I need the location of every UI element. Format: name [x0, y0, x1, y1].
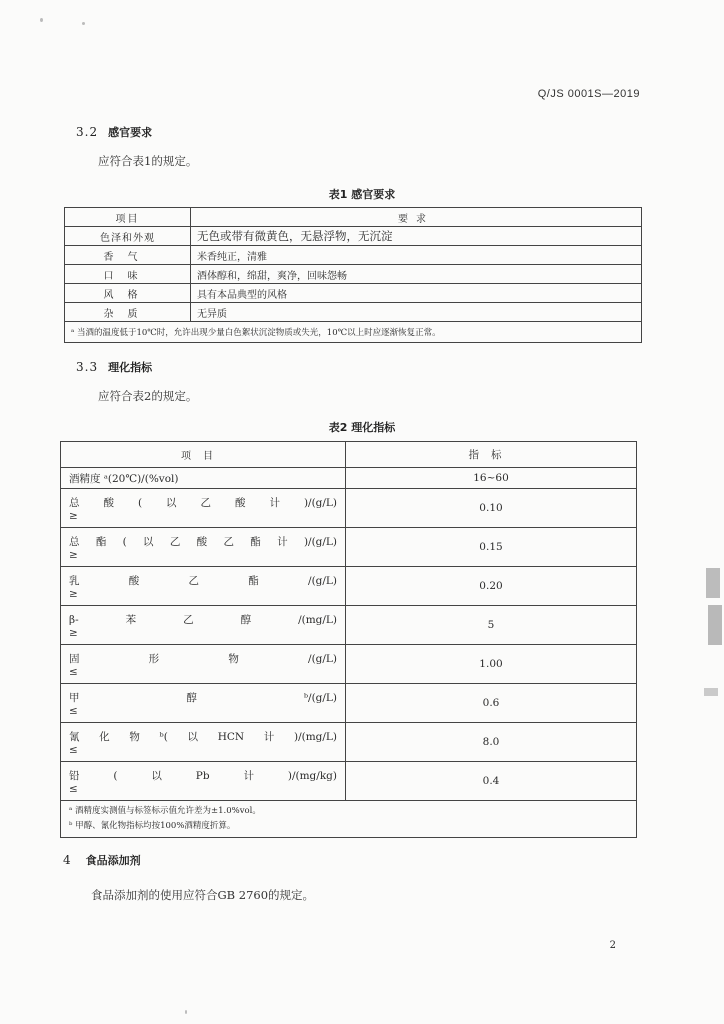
table-row [61, 489, 637, 528]
table-footnote: ᵇ 甲醇、氰化物指标均按100%酒精度折算。 [69, 821, 236, 831]
table-cell: 无色或带有微黄色，无悬浮物，无沉淀 [191, 227, 642, 246]
comparison-symbol: ≤ [69, 704, 78, 717]
table-cell [61, 684, 346, 723]
table-row [61, 528, 637, 567]
page-number: 2 [609, 940, 616, 951]
document-code: Q/JS 0001S—2019 [537, 88, 640, 100]
indicator-name: 铅(以Pb计)/(mg/kg) [69, 769, 337, 782]
table-row [61, 723, 637, 762]
table-cell: 具有本品典型的风格 [191, 284, 642, 303]
table-cell [61, 567, 346, 606]
table-cell [61, 489, 346, 528]
table2-caption: 表2 理化指标 [328, 421, 396, 434]
table-cell: 米香纯正，清雅 [191, 246, 642, 265]
indicator-name: 总酯(以乙酸乙酯计)/(g/L) [69, 535, 337, 548]
table-row [61, 567, 637, 606]
table-cell [61, 762, 346, 801]
table1-caption: 表1 感官要求 [328, 188, 396, 201]
section-title: 食品添加剂 [85, 854, 141, 867]
table-header-cell: 指标 [346, 442, 637, 468]
table-header-row [61, 442, 637, 468]
section-4-heading [63, 852, 141, 868]
table-cell: 0.10 [346, 489, 637, 528]
comparison-symbol: ≤ [69, 782, 78, 795]
table-cell: 口味 [65, 265, 191, 284]
comparison-symbol: ≥ [69, 548, 78, 561]
table-footnote: ᵃ 酒精度实测值与标签标示值允许差为±1.0%vol。 [69, 806, 261, 816]
table-cell: 5 [346, 606, 637, 645]
table-header-cell: 要求 [191, 208, 642, 227]
section-number: 3.2 [76, 125, 99, 139]
table-cell: 酒体醇和，绵甜，爽净，回味怨畅 [191, 265, 642, 284]
scan-speck [82, 22, 85, 25]
table-header-row [65, 208, 642, 227]
table-row [65, 284, 642, 303]
table-cell: 香气 [65, 246, 191, 265]
section-number: 3.3 [76, 360, 99, 374]
table-cell: 0.4 [346, 762, 637, 801]
table-cell: 1.00 [346, 645, 637, 684]
section-number: 4 [63, 853, 72, 867]
section-3-3-text: 应符合表2的规定。 [98, 389, 198, 403]
indicator-name: 总酸(以乙酸计)/(g/L) [69, 496, 337, 509]
section-3-2-text: 应符合表1的规定。 [98, 154, 198, 168]
comparison-symbol: ≤ [69, 665, 78, 678]
table-footnotes [61, 801, 637, 838]
table-header-cell: 项目 [61, 442, 346, 468]
table-cell: 色泽和外观 [65, 227, 191, 246]
table-footnote: ᵃ 当酒的温度低于10℃时，允许出现少量白色絮状沉淀物质或失光，10℃以上时应逐渐恢复正常。 [65, 322, 642, 343]
comparison-symbol: ≤ [69, 743, 78, 756]
table-row [65, 227, 642, 246]
section-title: 感官要求 [108, 126, 153, 139]
table-row [65, 303, 642, 322]
table-cell: 0.15 [346, 528, 637, 567]
table-note-row [61, 801, 637, 838]
comparison-symbol: ≥ [69, 626, 78, 639]
table-cell [61, 528, 346, 567]
table-cell [61, 645, 346, 684]
table-row [61, 606, 637, 645]
table-row [61, 645, 637, 684]
table-cell: 杂质 [65, 303, 191, 322]
table-cell: 无异质 [191, 303, 642, 322]
scan-speck [185, 1010, 187, 1014]
comparison-symbol: ≥ [69, 587, 78, 600]
indicator-name: 甲醇ᵇ/(g/L) [69, 691, 337, 704]
table-row [65, 246, 642, 265]
indicator-name: 固形物/(g/L) [69, 652, 337, 665]
table-cell: 0.6 [346, 684, 637, 723]
table-cell [61, 723, 346, 762]
comparison-symbol: ≥ [69, 509, 78, 522]
table-cell: 酒精度 ᵃ(20℃)/(%vol) [61, 468, 346, 489]
indicator-name: 乳酸乙酯/(g/L) [69, 574, 337, 587]
sensory-requirements-table [64, 207, 642, 343]
table-row [61, 684, 637, 723]
section-4-text: 食品添加剂的使用应符合GB 2760的规定。 [91, 888, 315, 902]
table-cell: 风格 [65, 284, 191, 303]
physicochemical-indicators-table [60, 441, 637, 838]
table-row [61, 762, 637, 801]
section-3-3-heading [76, 359, 152, 375]
table-cell [61, 606, 346, 645]
table-row [61, 468, 637, 489]
table-row [65, 265, 642, 284]
section-title: 理化指标 [108, 361, 153, 374]
indicator-name: 氰化物ᵇ(以HCN计)/(mg/L) [69, 730, 337, 743]
scan-speck [40, 18, 43, 22]
table-header-cell: 项目 [65, 208, 191, 227]
table-note-row [65, 322, 642, 343]
table-cell: 16~60 [346, 468, 637, 489]
table-cell: 8.0 [346, 723, 637, 762]
section-3-2-heading [76, 124, 152, 140]
scan-edge-artifact [698, 560, 724, 710]
table-cell: 0.20 [346, 567, 637, 606]
indicator-name: β-苯乙醇/(mg/L) [69, 613, 337, 626]
